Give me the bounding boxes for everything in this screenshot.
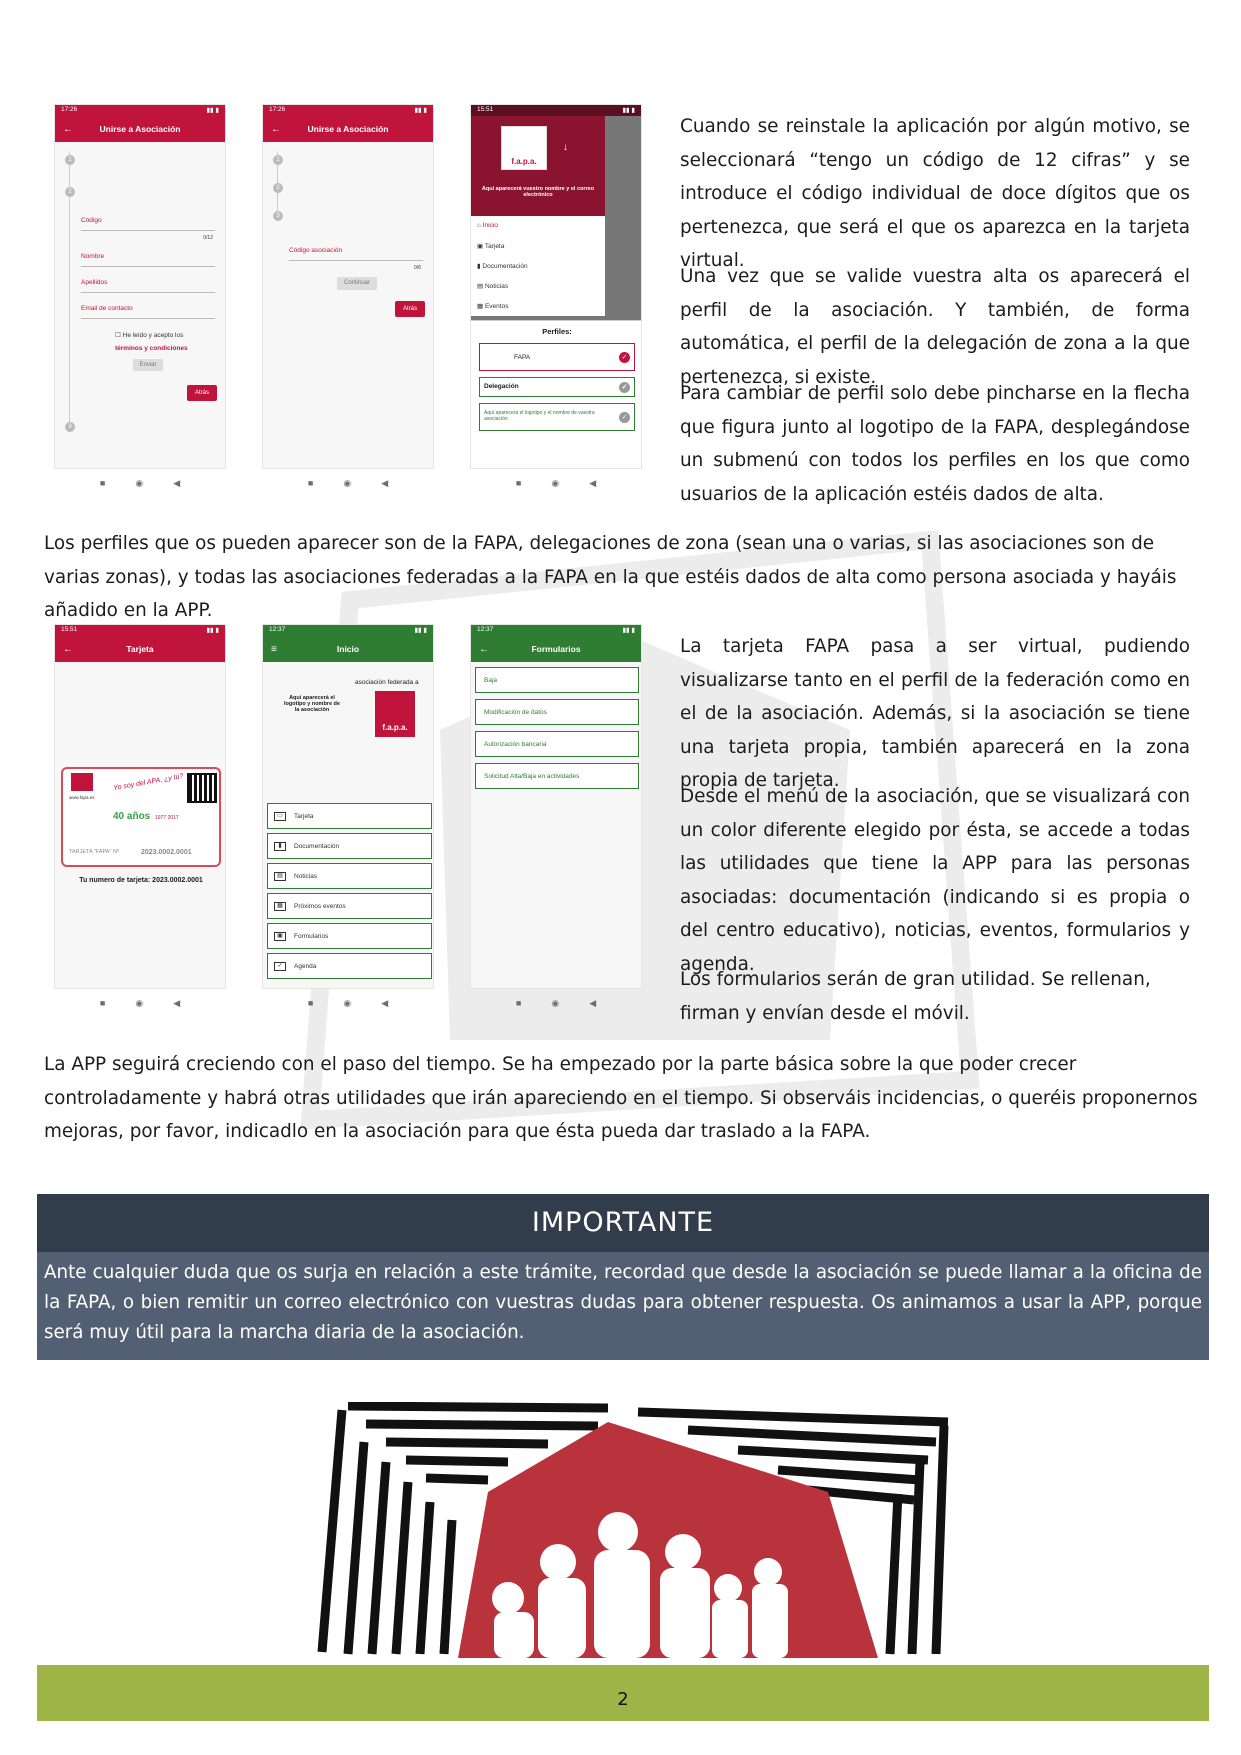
paragraph-menu: Desde el menú de la asociación, que se visualizará con un color diferente elegido por ésta, se accede a todas las utilidades que tiene la APP para las personas asociadas: documentación (indicando si es propia o del centro educativo), noticias, eventos, formularios y agenda. — [680, 786, 1190, 975]
nav-back-icon[interactable]: ◀ — [381, 477, 389, 488]
email-field[interactable]: Email de contacto — [81, 305, 215, 319]
back-arrow-icon[interactable]: ← — [63, 643, 73, 655]
nav-home-icon[interactable]: ◉ — [343, 477, 352, 488]
paragraph-forms: Los formularios serán de gran utilidad. Se rellenan, firman y envían desde el móvil. — [680, 969, 1151, 1024]
nav-square-icon[interactable]: ■ — [99, 478, 106, 488]
name-field[interactable]: Nombre — [81, 253, 215, 267]
nav-home-icon[interactable]: ◉ — [343, 997, 352, 1008]
phone-profile-drawer: 15:51 ▮▮ ▮ f.a.p.a. ↓ Aquí aparecerá vuestro nombre y el correo electrónico ⌂ Inicio ▣ Tarjeta ▮ Documentación ▤ Noticias ▦ Eventos Perfiles: FAPA ✓ Delegación ✓ Aquí aparecerá el logotipo y el nombre de vuestra asociación ✓ ■ ◉ ◀ — [470, 104, 642, 504]
fapa-virtual-card: www.fapa.es Yo soy del APA, ¿y tú? 40 años 1977 2017 TARJETA "FAPA" Nº 2023.0002.0001 — [61, 767, 221, 867]
paragraph-validation: Una vez que se valide vuestra alta os aparecerá el perfil de la asociación. Y también, de forma automática, el perfil de la delegación de zona a la que pertenezca, si existe. — [680, 266, 1190, 388]
menu-eventos[interactable]: ▦ Próximos eventos — [267, 893, 432, 919]
nav-home-icon[interactable]: ◉ — [551, 477, 560, 488]
drawer-item-tarjeta[interactable]: ▣ Tarjeta — [477, 243, 505, 250]
card-logo — [71, 773, 93, 791]
news-icon: ▤ — [274, 872, 286, 881]
form-baja[interactable]: Baja — [475, 667, 639, 693]
paragraph-growth: La APP seguirá creciendo con el paso del tiempo. Se ha empezado por la parte básica sobre la que poder crecer controladamente y habrá otras utilidades que irán apareciendo en el tiempo. Si observáis incidencias, o queréis proponernos mejoras, por favor, indicadlo en la asociación para que ésta pueda dar traslado a la FAPA. — [44, 1054, 1198, 1142]
phone-card: 15:51 ▮▮ ▮ ← Tarjeta www.fapa.es Yo soy del APA, ¿y tú? 40 años 1977 2017 TARJETA "FAPA" Nº 2023.0002.0001 Tu numero de tarjeta: 2023.0002.0001 ■ ◉ ◀ — [54, 624, 226, 1024]
continue-button[interactable]: Continuar — [337, 277, 377, 290]
nav-back-icon[interactable]: ◀ — [173, 477, 181, 488]
back-button[interactable]: Atrás — [395, 301, 425, 317]
document-icon: ▮ — [274, 842, 286, 851]
accept-terms-checkbox[interactable]: ☐ He leído y acepto los — [115, 332, 184, 339]
back-arrow-icon[interactable]: ← — [479, 643, 489, 655]
nav-home-icon[interactable]: ◉ — [551, 997, 560, 1008]
page-number: 2 — [617, 1689, 629, 1710]
nav-back-icon[interactable]: ◀ — [173, 997, 181, 1008]
hamburger-menu-icon[interactable]: ≡ — [271, 643, 277, 655]
check-icon: ✓ — [619, 412, 630, 423]
terms-link[interactable]: términos y condiciones — [115, 345, 188, 352]
nav-square-icon[interactable]: ■ — [515, 478, 522, 488]
card-icon: ▭ — [274, 812, 286, 821]
paragraph-profiles: Los perfiles que os pueden aparecer son de la FAPA, delegaciones de zona (sean una o varias, si las asociaciones son de varias zonas), y todas las asociaciones federadas a la FAPA en la que estéis dados de alta como persona asociada y hayáis añadido en la APP. — [44, 533, 1177, 621]
important-text: Ante cualquier duda que os surja en relación a este trámite, recordad que desde la asociación se puede llamar a la oficina de la FAPA, o bien remitir un correo electrónico con vuestras dudas para obtener respuesta. Os animamos a usar la APP, porque será muy útil para la marcha diaria de la asociación. — [37, 1252, 1209, 1360]
paragraph-reinstall: Cuando se reinstale la aplicación por algún motivo, se seleccionará “tengo un código de 12 cifras” y se introduce el código individual de doce dígitos que os pertenezca, que será el que os aparezca en la tarjeta virtual. — [680, 116, 1190, 271]
fapa-logo: f.a.p.a. — [375, 691, 415, 737]
phone-join-association-1: 17:26 ▮▮ ▮ ← Unirse a Asociación 1 2 3 Código 0/12 Nombre Apellidos Email de contacto ☐ He leído y acepto los términos y condiciones Enviar Atrás ■ ◉ ◀ — [54, 104, 226, 504]
nav-square-icon[interactable]: ■ — [515, 998, 522, 1008]
agenda-icon: ✓ — [274, 962, 286, 971]
surname-field[interactable]: Apellidos — [81, 279, 215, 293]
phone-home: 12:37 ▮▮ ▮ ≡ Inicio Aquí aparecerá el logotipo y nombre de la asociación asociación federada a f.a.p.a. ▭ Tarjeta ▮ Documentación ▤ Noticias ▦ Próximos eventos ▣ Formularios ✓ Agenda ■ ◉ ◀ — [262, 624, 434, 1024]
back-arrow-icon[interactable]: ← — [271, 123, 281, 135]
important-heading: IMPORTANTE — [37, 1194, 1209, 1252]
drawer-item-inicio[interactable]: ⌂ Inicio — [477, 222, 498, 229]
nav-square-icon[interactable]: ■ — [307, 478, 314, 488]
check-icon: ✓ — [619, 352, 630, 363]
menu-formularios[interactable]: ▣ Formularios — [267, 923, 432, 949]
form-icon: ▣ — [274, 932, 286, 941]
qr-code — [187, 773, 217, 803]
check-icon: ✓ — [619, 382, 630, 393]
profile-option-delegacion[interactable]: Delegación ✓ — [479, 377, 635, 397]
back-arrow-icon[interactable]: ← — [63, 123, 73, 135]
profile-option-asociacion[interactable]: Aquí aparecerá el logotipo y el nombre de vuestra asociación ✓ — [479, 403, 635, 431]
drawer-item-documentacion[interactable]: ▮ Documentación — [477, 263, 528, 270]
menu-tarjeta[interactable]: ▭ Tarjeta — [267, 803, 432, 829]
nav-home-icon[interactable]: ◉ — [135, 477, 144, 488]
nav-home-icon[interactable]: ◉ — [135, 997, 144, 1008]
menu-noticias[interactable]: ▤ Noticias — [267, 863, 432, 889]
association-code-field[interactable]: Código asociación — [289, 247, 423, 261]
nav-back-icon[interactable]: ◀ — [589, 997, 597, 1008]
form-solicitud[interactable]: Solicitud Alta/Baja en actividades — [475, 763, 639, 789]
form-autorizacion[interactable]: Autorización bancaria — [475, 731, 639, 757]
calendar-icon: ▦ — [274, 902, 286, 911]
code-field[interactable]: Código — [81, 217, 215, 231]
paragraph-card: La tarjeta FAPA pasa a ser virtual, pudiendo visualizarse tanto en el perfil de la federación como en el de la asociación. Además, si la asociación se tiene una tarjeta propia, también aparecerá en la zona propia de tarjeta. — [680, 636, 1190, 791]
paragraph-change-profile: Para cambiar de perfil solo debe pincharse en la flecha que figura junto al logotipo de la FAPA, desplegándose un submenú con todos los perfiles en los que como usuarios de la aplicación estéis dados de alta. — [680, 383, 1190, 505]
phone-join-association-2: 17:26 ▮▮ ▮ ← Unirse a Asociación 1 2 3 Código asociación 0/6 Continuar Atrás ■ ◉ ◀ — [262, 104, 434, 504]
fapa-logo: f.a.p.a. — [501, 126, 547, 170]
nav-square-icon[interactable]: ■ — [307, 998, 314, 1008]
send-button[interactable]: Enviar — [133, 359, 163, 371]
form-modificacion[interactable]: Modificación de datos — [475, 699, 639, 725]
page-footer — [37, 1665, 1209, 1721]
menu-agenda[interactable]: ✓ Agenda — [267, 953, 432, 979]
drawer-item-eventos[interactable]: ▦ Eventos — [477, 303, 509, 310]
profile-option-fapa[interactable]: FAPA ✓ — [479, 343, 635, 371]
phone-forms: 12:37 ▮▮ ▮ ← Formularios Baja Modificación de datos Autorización bancaria Solicitud Alta/Baja en actividades ■ ◉ ◀ — [470, 624, 642, 1024]
menu-documentacion[interactable]: ▮ Documentación — [267, 833, 432, 859]
nav-back-icon[interactable]: ◀ — [381, 997, 389, 1008]
drawer-item-noticias[interactable]: ▤ Noticias — [477, 283, 509, 290]
profile-dropdown-arrow[interactable]: ↓ — [563, 142, 568, 153]
back-button[interactable]: Atrás — [187, 385, 217, 401]
nav-square-icon[interactable]: ■ — [99, 998, 106, 1008]
nav-back-icon[interactable]: ◀ — [589, 477, 597, 488]
fapa-logo-large — [308, 1402, 960, 1658]
